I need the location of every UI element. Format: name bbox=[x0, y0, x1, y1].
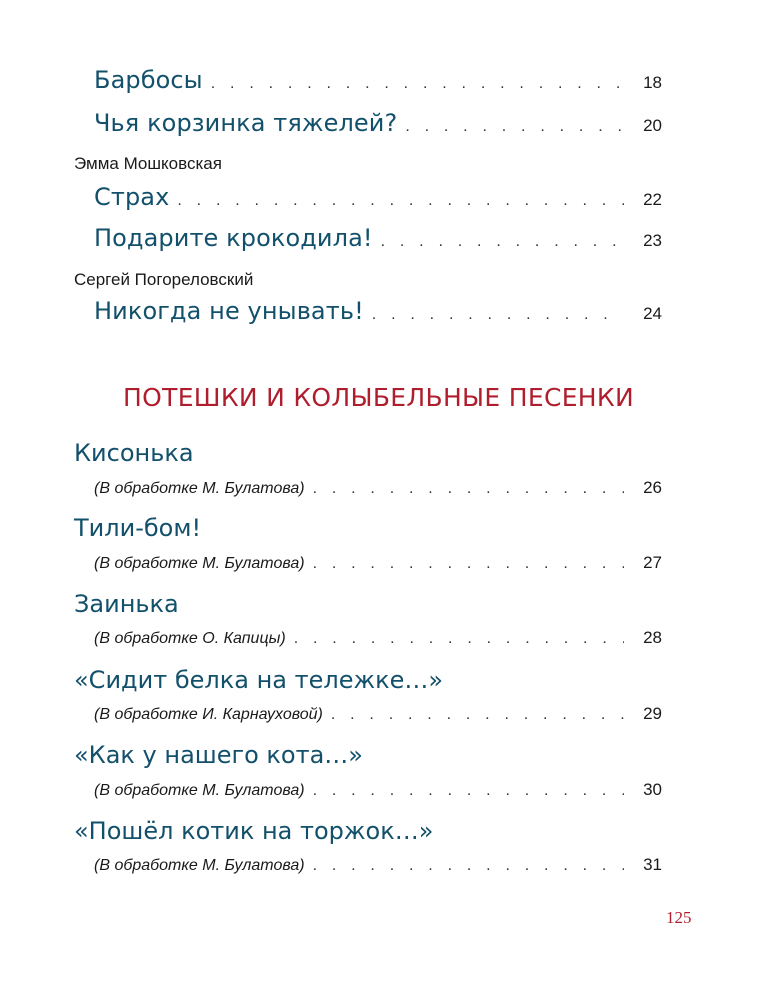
toc-entry-strakh bbox=[94, 183, 662, 211]
leader-dots bbox=[313, 556, 624, 572]
folk-entry-note: (В обработке М. Булатова) bbox=[94, 555, 305, 572]
toc-entry-barbosy bbox=[94, 66, 662, 94]
folk-entry-title: «Сидит белка на тележке…» bbox=[74, 666, 444, 694]
leader-dots bbox=[313, 858, 624, 874]
folk-entry-page: 28 bbox=[643, 628, 662, 647]
leader-dots bbox=[381, 234, 624, 250]
folk-entry-note: (В обработке М. Булатова) bbox=[94, 782, 305, 799]
folk-entry-page: 30 bbox=[643, 780, 662, 799]
toc-entry-title: Никогда не унывать! bbox=[94, 297, 364, 325]
folk-entry-note: (В обработке М. Булатова) bbox=[94, 857, 305, 874]
leader-dots bbox=[211, 76, 624, 92]
folk-entry-note-row bbox=[94, 478, 662, 498]
folk-entry-note-row bbox=[94, 780, 662, 800]
author-name: Сергей Погореловский bbox=[74, 270, 254, 289]
toc-entry-page: 23 bbox=[643, 231, 662, 250]
section-heading: ПОТЕШКИ И КОЛЫБЕЛЬНЫЕ ПЕСЕНКИ bbox=[123, 383, 634, 412]
leader-dots bbox=[313, 481, 624, 497]
folk-entry-title: «Как у нашего кота…» bbox=[74, 741, 363, 769]
folk-entry-note-row bbox=[94, 553, 662, 573]
folk-entry-note: (В обработке О. Капицы) bbox=[94, 630, 286, 647]
folk-entry-note-row bbox=[94, 628, 662, 648]
folk-entry-page: 29 bbox=[643, 704, 662, 723]
folk-entry-title: Заинька bbox=[74, 590, 179, 618]
toc-entry-title: Подарите крокодила! bbox=[94, 224, 373, 252]
toc-entry-title: Чья корзинка тяжелей? bbox=[94, 109, 398, 137]
author-name: Эмма Мошковская bbox=[74, 154, 222, 173]
folk-entry-note: (В обработке И. Карнауховой) bbox=[94, 706, 323, 723]
folk-entry-page: 31 bbox=[643, 855, 662, 874]
folk-entry-title: Тили-бом! bbox=[74, 514, 202, 542]
leader-dots bbox=[294, 631, 624, 647]
leader-dots bbox=[331, 707, 624, 723]
toc-entry-page: 22 bbox=[643, 190, 662, 209]
leader-dots bbox=[405, 119, 624, 135]
folk-entry-title: «Пошёл котик на торжок…» bbox=[74, 817, 434, 845]
toc-entry-korzinka bbox=[94, 109, 662, 137]
folk-entry-note-row bbox=[94, 855, 662, 875]
page-number: 125 bbox=[666, 908, 692, 927]
folk-entry-note: (В обработке М. Булатова) bbox=[94, 480, 305, 497]
folk-entry-page: 27 bbox=[643, 553, 662, 572]
leader-dots bbox=[313, 783, 624, 799]
toc-entry-page: 18 bbox=[643, 73, 662, 92]
folk-entry-page: 26 bbox=[643, 478, 662, 497]
toc-entry-title: Барбосы bbox=[94, 66, 203, 94]
folk-entry-title: Кисонька bbox=[74, 439, 194, 467]
toc-entry-page: 20 bbox=[643, 116, 662, 135]
toc-entry-nikogda bbox=[94, 297, 662, 325]
toc-entry-page: 24 bbox=[643, 304, 662, 323]
toc-entry-podarite bbox=[94, 224, 662, 252]
folk-entry-note-row bbox=[94, 704, 662, 724]
toc-entry-title: Страх bbox=[94, 183, 170, 211]
leader-dots bbox=[372, 307, 624, 323]
leader-dots bbox=[177, 193, 624, 209]
